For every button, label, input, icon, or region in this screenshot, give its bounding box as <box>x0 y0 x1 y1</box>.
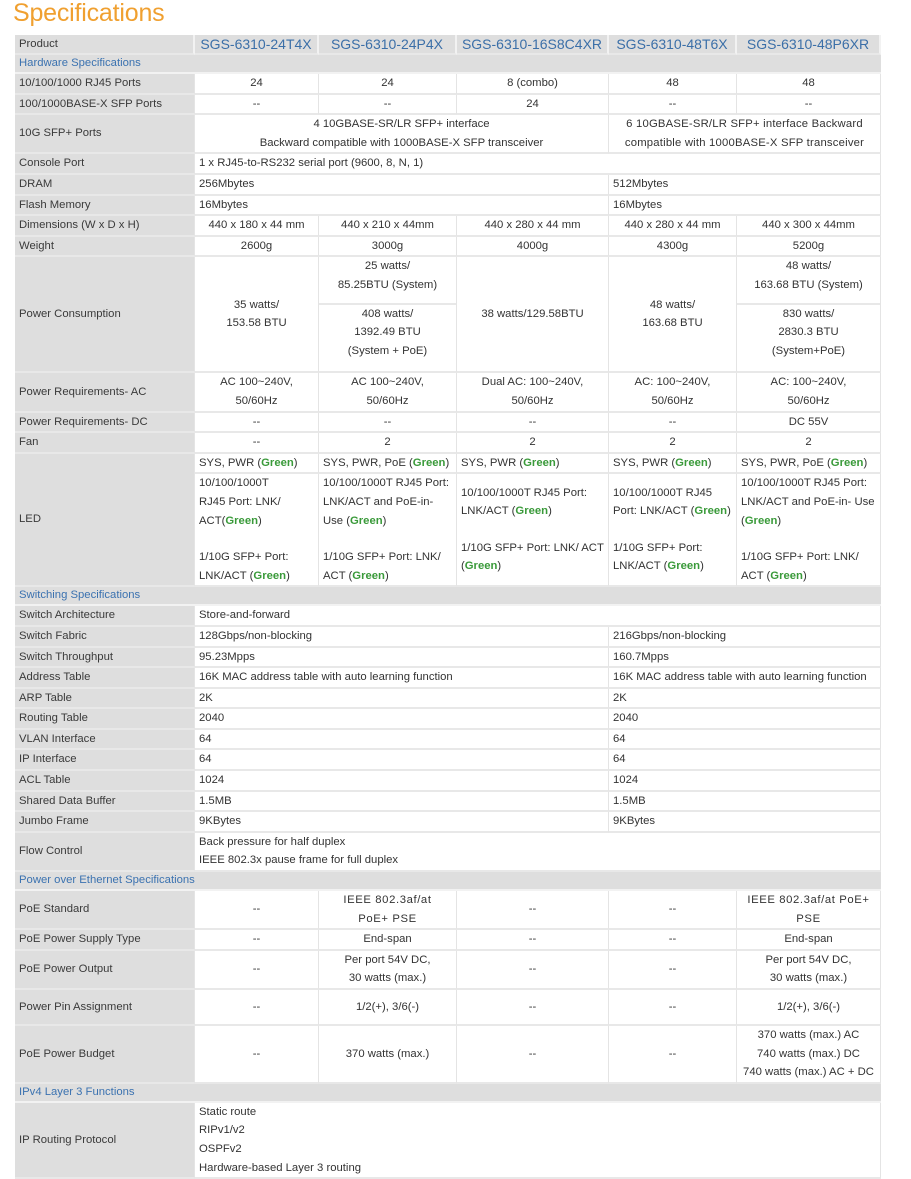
cell: -- <box>195 413 319 434</box>
cell <box>195 373 319 412</box>
cell-line: 740 watts (max.) DC <box>757 1047 860 1060</box>
cell: 1 x RJ45-to-RS232 serial port (9600, 8, N, 1) <box>195 154 881 175</box>
cell: -- <box>195 95 319 116</box>
cell-line: Back pressure for half duplex <box>199 835 346 848</box>
row-label: 100/1000BASE-X SFP Ports <box>15 95 195 116</box>
table-row <box>15 216 881 237</box>
green-text: Green <box>352 569 385 582</box>
row-label: IP Routing Protocol <box>15 1103 195 1179</box>
cell-line: 163.68 BTU <box>642 317 703 330</box>
table-header-row <box>15 35 881 55</box>
row-label: VLAN Interface <box>15 730 195 751</box>
cell-line: Per port 54V DC, <box>344 953 431 966</box>
cell <box>319 454 457 475</box>
cell: -- <box>319 95 457 116</box>
cell <box>457 474 609 587</box>
table-row <box>15 237 881 258</box>
section-title: Hardware Specifications <box>15 55 881 74</box>
row-label: ACL Table <box>15 771 195 792</box>
cell-text: 1/10G SFP+ Port: LNK/ ACT ( <box>323 551 441 582</box>
table-row <box>15 175 881 196</box>
cell: -- <box>457 990 609 1026</box>
cell-line: 30 watts (max.) <box>348 972 427 985</box>
cell <box>737 1026 881 1084</box>
section-header-switching <box>15 587 881 606</box>
cell-line: 2830.3 BTU <box>778 326 839 339</box>
cell-text: 1/10G SFP+ Port: LNK/ACT ( <box>199 551 289 582</box>
cell: DC 55V <box>737 413 881 434</box>
cell-text: ) <box>286 569 290 582</box>
row-label: Address Table <box>15 668 195 689</box>
cell: 3000g <box>319 237 457 258</box>
cell-line: AC 100~240V, <box>351 376 424 389</box>
green-text: Green <box>261 456 294 469</box>
cell: 64 <box>195 750 609 771</box>
cell-line: OSPFv2 <box>199 1142 242 1155</box>
table-row <box>15 750 881 771</box>
cell: 2 <box>609 433 737 454</box>
table-row <box>15 433 881 454</box>
row-label: Power Consumption <box>15 257 195 373</box>
cell: -- <box>195 891 319 930</box>
cell-line: 740 watts (max.) AC + DC <box>743 1066 874 1079</box>
row-label: Power Requirements- AC <box>15 373 195 412</box>
cell: -- <box>457 951 609 990</box>
row-label: Flash Memory <box>15 196 195 217</box>
cell-line: 4 10GBASE-SR/LR SFP+ interface <box>313 118 490 131</box>
product-label: Product <box>15 35 195 55</box>
cell-text: SYS, PWR ( <box>199 456 262 469</box>
cell: 2040 <box>195 709 609 730</box>
cell: 24 <box>195 74 319 95</box>
cell: 440 x 180 x 44 mm <box>195 216 319 237</box>
cell: -- <box>457 930 609 951</box>
cell: 24 <box>457 95 609 116</box>
row-label: PoE Power Output <box>15 951 195 990</box>
section-title: IPv4 Layer 3 Functions <box>15 1084 881 1103</box>
table-row <box>15 1026 881 1084</box>
cell: 5200g <box>737 237 881 258</box>
green-text: Green <box>225 514 259 527</box>
product-name: SGS-6310-24T4X <box>195 35 319 55</box>
cell <box>195 115 609 154</box>
cell-line: 370 watts (max.) AC <box>757 1029 860 1041</box>
cell: 216Gbps/non-blocking <box>609 627 881 648</box>
cell-text: ) <box>497 560 502 573</box>
cell: 370 watts (max.) <box>319 1026 457 1084</box>
cell-text: ) <box>258 514 262 527</box>
row-label: Switch Fabric <box>15 627 195 648</box>
cell: 2 <box>737 433 881 454</box>
cell-line: 48 watts/ <box>649 298 696 311</box>
cell-line: 163.68 BTU (System) <box>754 278 863 291</box>
cell-line: 830 watts/ <box>782 307 835 320</box>
table-row <box>15 154 881 175</box>
cell: 8 (combo) <box>457 74 609 95</box>
row-label: Weight <box>15 237 195 258</box>
cell-text: ) <box>445 456 450 469</box>
cell: 1/2(+), 3/6(-) <box>319 990 457 1026</box>
cell-line: Per port 54V DC, <box>765 953 852 966</box>
row-label: Shared Data Buffer <box>15 792 195 813</box>
cell: -- <box>609 413 737 434</box>
cell <box>319 257 457 373</box>
table-row <box>15 709 881 730</box>
cell-line: 50/60Hz <box>235 394 278 407</box>
cell-line: AC: 100~240V, <box>770 376 847 389</box>
cell-line: 50/60Hz <box>511 394 554 407</box>
cell-text: 1/10G SFP+ Port: LNK/ACT ( <box>613 541 703 573</box>
cell <box>319 373 457 412</box>
cell <box>319 951 457 990</box>
row-label: Dimensions (W x D x H) <box>15 216 195 237</box>
table-row <box>15 812 881 833</box>
green-text: Green <box>412 456 446 469</box>
cell-text: ) <box>777 514 782 527</box>
cell <box>609 257 737 373</box>
specifications-table <box>15 35 881 1179</box>
product-name: SGS-6310-24P4X <box>319 35 457 55</box>
row-label: PoE Standard <box>15 891 195 930</box>
cell <box>609 373 737 412</box>
cell-text: ) <box>700 560 704 573</box>
green-text: Green <box>253 569 287 582</box>
cell: 38 watts/129.58BTU <box>457 257 609 373</box>
cell-text: 10/100/1000T RJ45 Port: LNK/ACT and PoE-in-Use ( <box>323 477 450 527</box>
cell-line: compatible with 1000BASE-X SFP transceiver <box>624 136 865 149</box>
cell-text: SYS, PWR ( <box>613 456 676 469</box>
cell-text: ) <box>382 514 387 527</box>
cell-text: ) <box>863 456 868 469</box>
cell: 64 <box>609 750 881 771</box>
green-text: Green <box>770 569 803 582</box>
cell-line: Hardware-based Layer 3 routing <box>199 1161 362 1174</box>
cell: 128Gbps/non-blocking <box>195 627 609 648</box>
cell: -- <box>609 1026 737 1084</box>
cell-text: ) <box>802 569 807 582</box>
green-text: Green <box>830 456 864 469</box>
cell: -- <box>195 930 319 951</box>
cell: -- <box>737 95 881 116</box>
table-row <box>15 771 881 792</box>
product-name: SGS-6310-16S8C4XR <box>457 35 609 55</box>
cell-line: 6 10GBASE-SR/LR SFP+ interface Backward <box>626 118 863 131</box>
cell: IEEE 802.3af/at PoE+ PSE <box>319 891 457 930</box>
cell: 2600g <box>195 237 319 258</box>
cell <box>319 474 457 587</box>
cell: -- <box>609 95 737 116</box>
cell: 1024 <box>195 771 609 792</box>
table-row <box>15 373 881 412</box>
table-row <box>15 95 881 116</box>
cell <box>737 474 881 587</box>
row-label: ARP Table <box>15 689 195 710</box>
table-row <box>15 648 881 669</box>
cell: -- <box>609 990 737 1026</box>
cell: -- <box>195 1026 319 1084</box>
table-row <box>15 792 881 813</box>
table-row <box>15 196 881 217</box>
cell-line: 48 watts/ <box>785 260 832 273</box>
cell-line: (System + PoE) <box>347 344 428 357</box>
cell <box>195 257 319 373</box>
cell <box>737 257 881 373</box>
cell <box>457 373 609 412</box>
green-text: Green <box>515 505 549 518</box>
green-text: Green <box>350 514 383 527</box>
table-row <box>15 689 881 710</box>
cell: 2 <box>457 433 609 454</box>
row-label: 10G SFP+ Ports <box>15 115 195 154</box>
cell-text: ) <box>707 456 712 469</box>
table-row <box>15 833 881 872</box>
cell: 9KBytes <box>195 812 609 833</box>
cell: -- <box>609 930 737 951</box>
cell: 256Mbytes <box>195 175 609 196</box>
row-label: 10/100/1000 RJ45 Ports <box>15 74 195 95</box>
cell-line: IEEE 802.3x pause frame for full duplex <box>199 854 399 867</box>
row-label: Switch Architecture <box>15 606 195 627</box>
cell: 16Mbytes <box>609 196 881 217</box>
row-label: IP Interface <box>15 750 195 771</box>
product-name: SGS-6310-48T6X <box>609 35 737 55</box>
cell <box>457 454 609 475</box>
cell-line: AC: 100~240V, <box>634 376 711 389</box>
cell-text: 10/100/1000T RJ45 Port: LNK/ ACT( <box>199 477 281 527</box>
cell-text: 10/100/1000T RJ45 Port: LNK/ACT ( <box>461 486 588 518</box>
cell: -- <box>609 891 737 930</box>
table-row <box>15 413 881 434</box>
cell: 4000g <box>457 237 609 258</box>
row-label: PoE Power Budget <box>15 1026 195 1084</box>
green-text: Green <box>667 560 701 573</box>
cell-line: 50/60Hz <box>787 394 830 407</box>
cell-text: ) <box>384 569 389 582</box>
table-row <box>15 606 881 627</box>
cell: 2K <box>609 689 881 710</box>
table-row <box>15 891 881 930</box>
cell-line: 50/60Hz <box>366 394 409 407</box>
cell-text: SYS, PWR, PoE ( <box>741 456 831 469</box>
cell: 64 <box>195 730 609 751</box>
cell: 1.5MB <box>195 792 609 813</box>
row-label: DRAM <box>15 175 195 196</box>
cell: 95.23Mpps <box>195 648 609 669</box>
cell-line: 30 watts (max.) <box>769 972 848 985</box>
row-label: Fan <box>15 433 195 454</box>
cell: Store-and-forward <box>195 606 881 627</box>
cell-line: 35 watts/ <box>233 298 280 311</box>
cell: -- <box>457 1026 609 1084</box>
cell: 16K MAC address table with auto learning function <box>195 668 609 689</box>
cell: 440 x 280 x 44 mm <box>457 216 609 237</box>
cell: 4300g <box>609 237 737 258</box>
section-title: Power over Ethernet Specifications <box>15 872 881 891</box>
table-row <box>15 730 881 751</box>
cell: 2K <box>195 689 609 710</box>
cell <box>195 454 319 475</box>
green-text: Green <box>694 505 728 518</box>
cell-line: Backward compatible with 1000BASE-X SFP transceiver <box>259 136 544 149</box>
cell-text: ) <box>293 456 298 469</box>
cell-line: Dual AC: 100~240V, <box>481 376 584 389</box>
cell: 24 <box>319 74 457 95</box>
row-label: Jumbo Frame <box>15 812 195 833</box>
cell: -- <box>457 413 609 434</box>
cell: 2 <box>319 433 457 454</box>
product-name: SGS-6310-48P6XR <box>737 35 881 55</box>
row-label: Routing Table <box>15 709 195 730</box>
section-title: Switching Specifications <box>15 587 881 606</box>
cell-line: 408 watts/ <box>361 307 414 320</box>
cell: -- <box>195 433 319 454</box>
table-row <box>15 454 881 475</box>
row-label: Switch Throughput <box>15 648 195 669</box>
cell: 160.7Mpps <box>609 648 881 669</box>
cell: 512Mbytes <box>609 175 881 196</box>
cell-text: ) <box>727 505 731 518</box>
cell-text: 1/10G SFP+ Port: LNK/ ACT ( <box>741 551 859 582</box>
green-text: Green <box>464 560 498 573</box>
table-row <box>15 115 881 154</box>
cell-text: 1/10G SFP+ Port: LNK/ ACT ( <box>461 541 604 573</box>
green-text: Green <box>675 456 708 469</box>
table-row <box>15 930 881 951</box>
cell: 1.5MB <box>609 792 881 813</box>
green-text: Green <box>744 514 778 527</box>
cell: 16Mbytes <box>195 196 609 217</box>
cell-line: 50/60Hz <box>651 394 694 407</box>
cell: 9KBytes <box>609 812 881 833</box>
table-row <box>15 990 881 1026</box>
table-row <box>15 627 881 648</box>
table-row <box>15 257 881 373</box>
row-label: Power Requirements- DC <box>15 413 195 434</box>
table-row <box>15 1103 881 1179</box>
cell-text: 10/100/1000T RJ45 Port: LNK/ACT ( <box>613 486 713 518</box>
cell: End-span <box>737 930 881 951</box>
cell-text: 10/100/1000T RJ45 Port: LNK/ACT and PoE-in- Use ( <box>741 477 875 527</box>
cell: -- <box>457 891 609 930</box>
cell <box>195 474 319 587</box>
row-label: Power Pin Assignment <box>15 990 195 1026</box>
cell <box>609 474 737 587</box>
cell: 440 x 280 x 44 mm <box>609 216 737 237</box>
cell-line: 85.25BTU (System) <box>337 278 438 291</box>
cell <box>609 115 881 154</box>
cell: 440 x 210 x 44mm <box>319 216 457 237</box>
row-label: PoE Power Supply Type <box>15 930 195 951</box>
cell-line: 153.58 BTU <box>226 317 287 330</box>
cell: -- <box>195 990 319 1026</box>
cell-line: RIPv1/v2 <box>199 1124 245 1137</box>
cell: 16K MAC address table with auto learning function <box>609 668 881 689</box>
cell: 48 <box>737 74 881 95</box>
row-label: Console Port <box>15 154 195 175</box>
cell-line: 1392.49 BTU <box>354 326 421 339</box>
cell-line: AC 100~240V, <box>220 376 293 389</box>
cell: -- <box>319 413 457 434</box>
cell <box>195 1103 881 1179</box>
cell <box>737 373 881 412</box>
cell: End-span <box>319 930 457 951</box>
cell: -- <box>609 951 737 990</box>
cell: 1024 <box>609 771 881 792</box>
cell-text: ) <box>555 456 560 469</box>
cell-text: ) <box>548 505 552 518</box>
table-row <box>15 668 881 689</box>
row-label: LED <box>15 454 195 588</box>
cell: IEEE 802.3af/at PoE+ PSE <box>737 891 881 930</box>
cell-line: (System+PoE) <box>771 344 846 357</box>
page-title: Specifications <box>13 0 165 27</box>
cell: -- <box>195 951 319 990</box>
cell-line: Static route <box>199 1105 257 1118</box>
section-header-hardware <box>15 55 881 74</box>
cell <box>609 454 737 475</box>
cell: 1/2(+), 3/6(-) <box>737 990 881 1026</box>
cell-text: SYS, PWR, PoE ( <box>323 456 413 469</box>
table-row <box>15 74 881 95</box>
cell: 2040 <box>609 709 881 730</box>
section-header-poe <box>15 872 881 891</box>
row-label: Flow Control <box>15 833 195 872</box>
cell: 64 <box>609 730 881 751</box>
cell <box>195 833 881 872</box>
cell <box>737 951 881 990</box>
green-text: Green <box>523 456 556 469</box>
cell-line: 25 watts/ <box>364 260 411 273</box>
cell: 48 <box>609 74 737 95</box>
section-header-ipv4 <box>15 1084 881 1103</box>
cell-text: SYS, PWR ( <box>461 456 524 469</box>
cell <box>737 454 881 475</box>
table-row <box>15 951 881 990</box>
cell: 440 x 300 x 44mm <box>737 216 881 237</box>
